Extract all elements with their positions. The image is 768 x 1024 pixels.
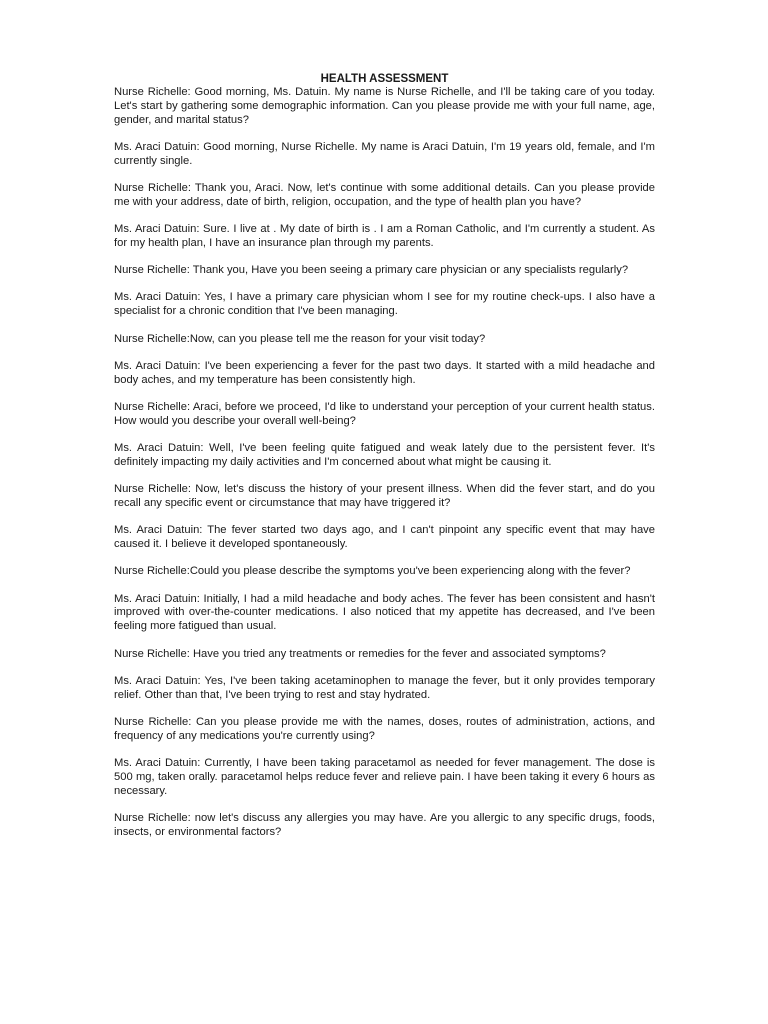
dialogue-paragraph: Nurse Richelle: Araci, before we proceed, I'd like to understand your perception of your current health status. How would you describe your overall well-being? xyxy=(114,400,655,427)
dialogue-paragraph: Ms. Araci Datuin: Initially, I had a mild headache and body aches. The fever has been consistent and hasn't improved with over-the-counter medications. I also noticed that my appetite has decreased, and I've been feeling more fatigued than usual. xyxy=(114,592,655,633)
dialogue-paragraph: Ms. Araci Datuin: Currently, I have been taking paracetamol as needed for fever management. The dose is 500 mg, taken orally. paracetamol helps reduce fever and relieve pain. I have been taking it every 6 hours as necessary. xyxy=(114,757,655,797)
dialogue-paragraph: Ms. Araci Datuin: The fever started two days ago, and I can't pinpoint any specific event that may have caused it. I believe it developed spontaneously. xyxy=(114,524,655,551)
dialogue-paragraph: Ms. Araci Datuin: Well, I've been feeling quite fatigued and weak lately due to the persistent fever. It's definitely impacting my daily activities and I'm concerned about what might be causing it. xyxy=(114,442,655,468)
dialogue-paragraph: Ms. Araci Datuin: I've been experiencing a fever for the past two days. It started with a mild headache and body aches, and my temperature has been consistently high. xyxy=(114,359,655,386)
dialogue-paragraph: Ms. Araci Datuin: Yes, I have a primary care physician whom I see for my routine check-ups. I also have a specialist for a chronic condition that I've been managing. xyxy=(114,291,655,318)
dialogue-paragraph: Ms. Araci Datuin: Good morning, Nurse Richelle. My name is Araci Datuin, I'm 19 years old, female, and I'm currently single. xyxy=(114,140,655,167)
dialogue-paragraph: Nurse Richelle: Good morning, Ms. Datuin. My name is Nurse Richelle, and I'll be taking care of you today. Let's start by gathering some demographic information. Can you please provide me with your full name, age, gender, and marital status? xyxy=(114,86,655,126)
document-title: HEALTH ASSESSMENT xyxy=(320,73,449,85)
dialogue-paragraph: Nurse Richelle: Now, let's discuss the history of your present illness. When did the fever start, and do you recall any specific event or circumstance that may have triggered it? xyxy=(114,483,655,509)
document-page xyxy=(114,72,655,853)
dialogue-paragraph: Nurse Richelle: Can you please provide me with the names, doses, routes of administration, actions, and frequency of any medications you're currently using? xyxy=(114,715,655,742)
dialogue-paragraph: Nurse Richelle:Now, can you please tell me the reason for your visit today? xyxy=(114,332,486,345)
dialogue-paragraph: Nurse Richelle: Thank you, Araci. Now, let's continue with some additional details. Can you please provide me with your address, date of birth, religion, occupation, and the type of health plan you have? xyxy=(114,181,655,208)
dialogue-paragraph: Ms. Araci Datuin: Yes, I've been taking acetaminophen to manage the fever, but it only provides temporary relief. Other than that, I've been trying to rest and stay hydrated. xyxy=(114,674,655,701)
dialogue-paragraph: Ms. Araci Datuin: Sure. I live at . My date of birth is . I am a Roman Catholic, and I'm currently a student. As for my health plan, I have an insurance plan through my parents. xyxy=(114,223,655,249)
dialogue-paragraph: Nurse Richelle: now let's discuss any allergies you may have. Are you allergic to any specific drugs, foods, insects, or environmental factors? xyxy=(114,811,655,838)
dialogue-paragraph: Nurse Richelle: Have you tried any treatments or remedies for the fever and associated symptoms? xyxy=(114,647,606,660)
dialogue-paragraph: Nurse Richelle: Thank you, Have you been seeing a primary care physician or any specialists regularly? xyxy=(114,264,629,277)
dialogue-paragraph: Nurse Richelle:Could you please describe the symptoms you've been experiencing along with the fever? xyxy=(114,565,631,578)
